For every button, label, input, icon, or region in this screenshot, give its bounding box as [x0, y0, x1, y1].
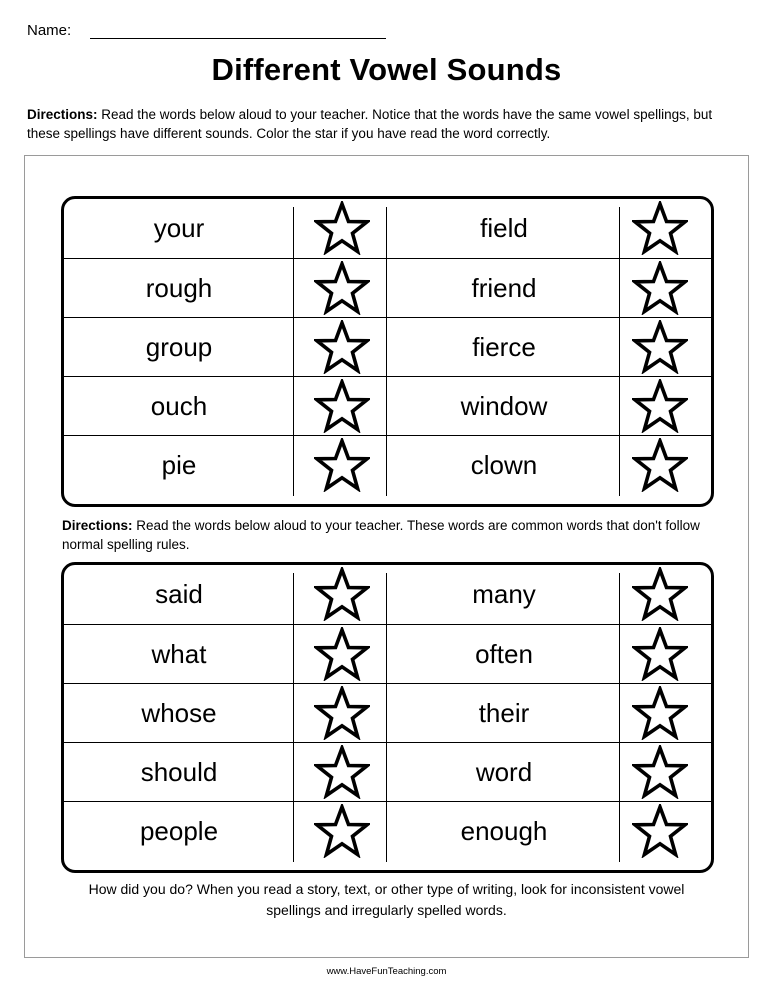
word-cell: what — [151, 639, 207, 669]
star-icon[interactable] — [632, 745, 688, 799]
word-row — [64, 801, 711, 860]
word-cell: whose — [141, 698, 217, 728]
word-cell: group — [145, 332, 213, 362]
word-cell: your — [153, 213, 205, 243]
box-1-divider-1 — [293, 207, 294, 496]
word-cell: people — [139, 816, 219, 846]
star-icon[interactable] — [314, 201, 370, 255]
star-icon[interactable] — [314, 804, 370, 858]
star-icon[interactable] — [632, 320, 688, 374]
box-1-divider-3 — [619, 207, 620, 496]
directions-2-label: Directions: — [62, 518, 133, 533]
directions-1-text: Read the words below aloud to your teacher. Notice that the words have the same vowel spellings, but these spellings have different sounds. Color the star if you have read the word correctly. — [27, 107, 713, 141]
word-cell: word — [475, 757, 533, 787]
star-icon[interactable] — [314, 627, 370, 681]
directions-2 — [62, 516, 712, 554]
box-1-divider-2 — [386, 207, 387, 496]
word-box-2 — [61, 562, 714, 873]
word-row — [64, 258, 711, 317]
word-box-1 — [61, 196, 714, 507]
word-row — [64, 624, 711, 683]
directions-1 — [27, 105, 747, 143]
word-cell: clown — [470, 450, 538, 480]
word-cell: fierce — [472, 332, 536, 362]
name-label: Name: — [27, 22, 72, 39]
star-icon[interactable] — [314, 320, 370, 374]
word-cell: often — [475, 639, 533, 669]
star-icon[interactable] — [632, 379, 688, 433]
box-2-divider-2 — [386, 573, 387, 862]
star-icon[interactable] — [314, 686, 370, 740]
word-cell: ouch — [150, 391, 208, 421]
word-row — [64, 683, 711, 742]
word-cell: said — [155, 579, 203, 609]
star-icon[interactable] — [632, 686, 688, 740]
star-icon[interactable] — [632, 438, 688, 492]
word-cell: enough — [460, 816, 548, 846]
star-icon[interactable] — [314, 567, 370, 621]
word-row — [64, 435, 711, 494]
star-icon[interactable] — [632, 627, 688, 681]
star-icon[interactable] — [314, 438, 370, 492]
box-2-divider-3 — [619, 573, 620, 862]
star-icon[interactable] — [314, 261, 370, 315]
word-row — [64, 317, 711, 376]
word-cell: should — [140, 757, 218, 787]
footer-url: www.HaveFunTeaching.com — [326, 966, 447, 977]
directions-1-label: Directions: — [27, 107, 98, 122]
box-2-divider-1 — [293, 573, 294, 862]
word-cell: pie — [161, 450, 197, 480]
word-cell: rough — [145, 273, 213, 303]
word-row — [64, 376, 711, 435]
word-cell: their — [478, 698, 530, 728]
name-field[interactable] — [90, 38, 386, 39]
star-icon[interactable] — [632, 567, 688, 621]
word-cell: window — [460, 391, 548, 421]
word-row — [64, 199, 711, 258]
star-icon[interactable] — [632, 261, 688, 315]
word-cell: field — [480, 213, 528, 243]
directions-2-text: Read the words below aloud to your teacher. These words are common words that don't follow normal spelling rules. — [62, 518, 700, 552]
word-cell: many — [472, 579, 536, 609]
page-title: Different Vowel Sounds — [211, 52, 562, 87]
star-icon[interactable] — [314, 745, 370, 799]
word-cell: friend — [471, 273, 537, 303]
star-icon[interactable] — [632, 804, 688, 858]
word-row — [64, 742, 711, 801]
star-icon[interactable] — [632, 201, 688, 255]
closing-text: How did you do? When you read a story, text, or other type of writing, look for inconsistent vowel spellings and irregularly spelled words. — [88, 881, 685, 918]
word-row — [64, 565, 711, 624]
star-icon[interactable] — [314, 379, 370, 433]
